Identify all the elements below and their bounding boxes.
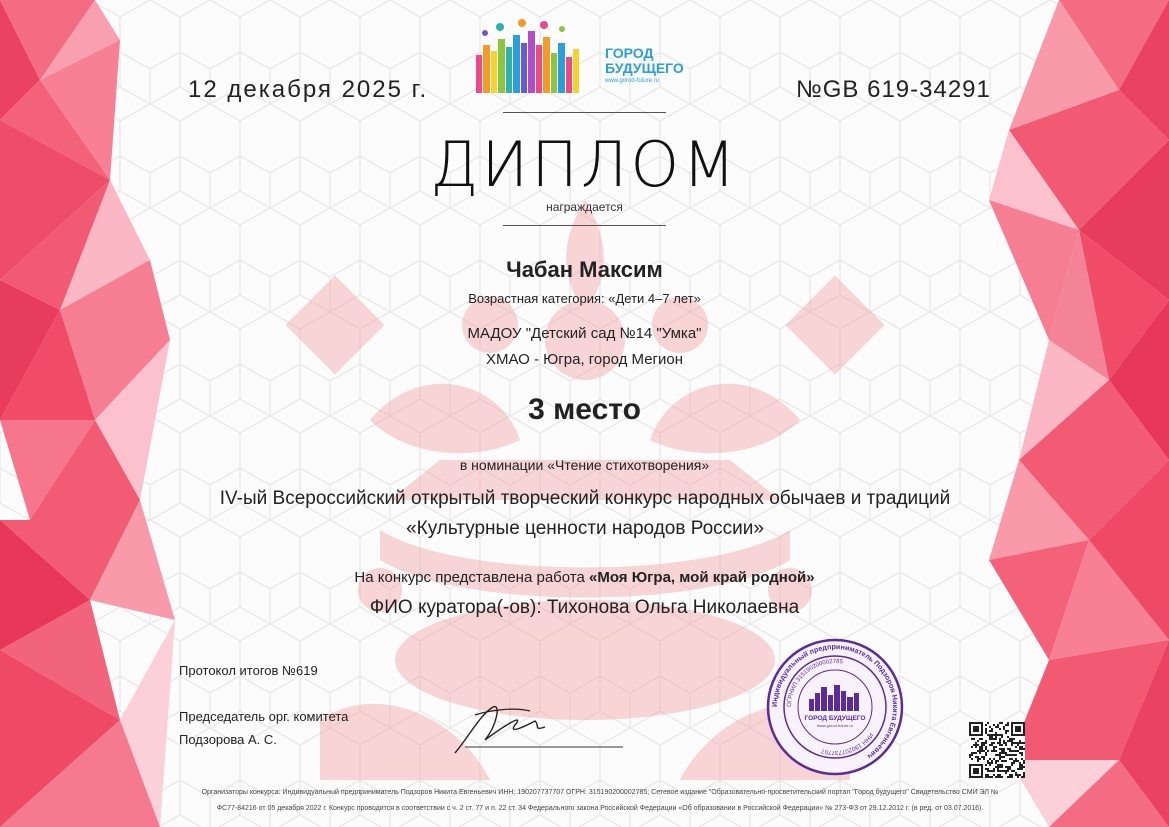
contest-name: IV-ый Всероссийский открытый творческий конкурс народных обычаев и традиций «Культурные ценности народов России» <box>219 488 951 539</box>
curator: ФИО куратора(-ов): Тихонова Ольга Николаевна <box>369 597 800 618</box>
footer-legal <box>175 785 1025 817</box>
chair-name: Подзорова А. С. <box>179 732 277 747</box>
qr-code-icon <box>969 722 1025 778</box>
footer-line1: Организаторы конкурса: Индивидуальный предприниматель Подзоров Никита Евгеньевич ИНН: 190207737707 ОГРН: 315190200002785; Сетевое издание "Образовательно-просветительский портал "Город будущего" Свидетельство СМИ ЭЛ № <box>201 789 999 796</box>
seal-center-url: www.gorod-future.ru <box>816 723 854 728</box>
nomination: в номинации «Чтение стихотворения» <box>459 457 710 473</box>
round-stamp-icon <box>765 637 905 777</box>
location: ХМАО - Югра, город Мегион <box>485 351 684 368</box>
work-title: «Моя Югра, мой край родной» <box>588 569 815 586</box>
place: 3 место <box>528 393 641 426</box>
work-prefix: На конкурс представлена работа <box>354 569 589 586</box>
logo-line1: ГОРОД <box>605 45 654 61</box>
organization: МАДОУ "Детский сад №14 "Умка" <box>467 325 702 342</box>
seal-center-label: ГОРОД БУДУЩЕГО <box>804 715 866 722</box>
seal-ring-text: Индивидуальный предприниматель Подзоров Никита Евгеньевич <box>769 641 901 762</box>
seal-ogrnip: ОГРНИП 315190200002785 <box>786 658 844 708</box>
logo-url: www.gorod-future.ru <box>605 78 660 84</box>
age-category: Возрастная категория: «Дети 4–7 лет» <box>468 291 701 306</box>
recipient-name: Чабан Максим <box>506 257 663 282</box>
diploma-number: №GB 619-34291 <box>796 76 991 103</box>
diploma-title: ДИПЛОМ <box>430 128 739 201</box>
signature-icon <box>445 695 635 760</box>
work-line <box>0 569 1169 586</box>
chair-title: Председатель орг. комитета <box>179 709 349 724</box>
awarded-label: награждается <box>546 200 623 214</box>
logo-text <box>605 46 684 86</box>
seal-inn: ИНН 190207737707 <box>820 731 874 756</box>
protocol: Протокол итогов №619 <box>179 663 318 678</box>
footer-line2: ФС77-84216 от 05 декабря 2022 г. Конкурс проводится в соответствии с ч. 2 ст. 77 и п. 22 ст. 34 Федерального закона Российской Федерации «Об образовании в Российской Федерации» № 273-ФЗ от 29.12.2012 г. (в ред. от 03.07.2016). <box>216 805 984 812</box>
bottom-divider <box>503 225 666 226</box>
top-divider <box>503 112 666 113</box>
logo-line2: БУДУЩЕГО <box>605 60 684 76</box>
diploma-date: 12 декабря 2025 г. <box>188 76 429 103</box>
